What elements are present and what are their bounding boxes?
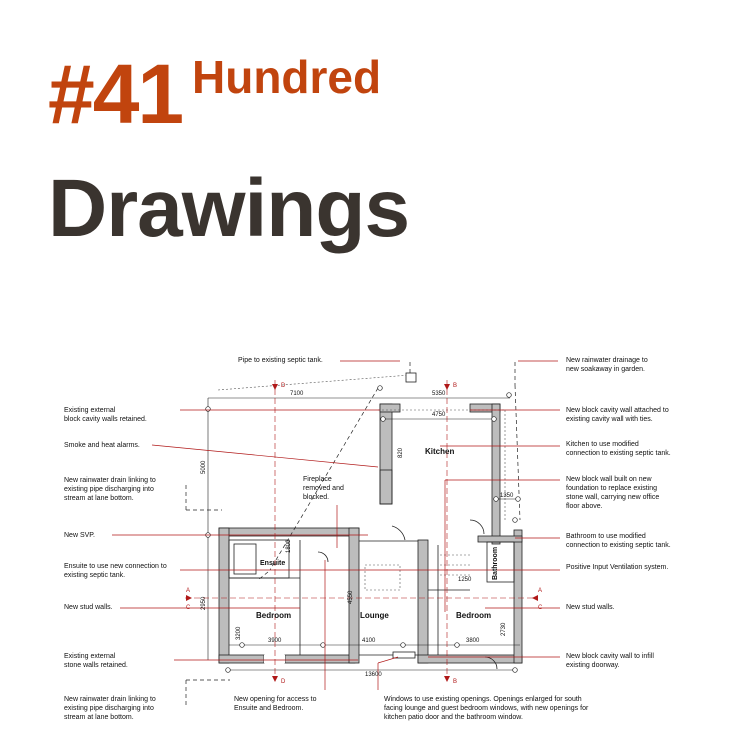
note-bottom-right: Windows to use existing openings. Openings enlarged for south facing lounge and guest bedroom windows, with new openings for kitchen patio door and the bathroom window. [384,696,589,721]
wall-bottom-2 [285,655,355,663]
section-letter-a-left: A [186,588,191,594]
room-label-lounge: Lounge [360,611,389,620]
note-right-8: New block cavity wall to infill existing doorway. [566,653,654,669]
note-right-5: Bathroom to use modified connection to existing septic tank. [566,533,671,549]
room-label-bedroom-right: Bedroom [456,611,492,620]
dim-bed-right-width: 3800 [466,638,480,644]
dim-lounge-width: 4100 [362,638,376,644]
room-label-ensuite: Ensuite [260,560,286,567]
header-superscript: Hundred [192,51,382,103]
dim-bed-right-depth: 2730 [501,622,507,636]
note-right-6: Positive Input Ventilation system. [566,564,669,571]
note-left-5: Ensuite to use new connection to existing septic tank. [64,563,167,579]
note-right-1: New rainwater drainage to new soakaway in garden. [566,357,648,373]
wall-right-side [514,530,522,663]
wall-right-wing-left [418,540,428,663]
header-number: #41 [48,47,183,141]
dim-top-right: 5350 [432,391,446,397]
dim-overall: 13600 [365,672,382,678]
note-right-4: New block wall built on new foundation to replace existing stone wall, carrying new office floor above. [566,476,660,510]
room-label-bathroom: Bathroom [492,546,499,580]
section-letter-c-left: C [186,605,191,611]
room-label-bedroom-left: Bedroom [256,611,292,620]
septic-tank-marker [406,373,416,382]
note-left-2: Smoke and heat alarms. [64,442,140,449]
section-letter-d-top: D [281,383,286,389]
dim-left-depth: 2950 [201,596,207,610]
dim-ensuite-depth: 1800 [286,539,292,553]
dim-bath-width: 1350 [500,493,514,499]
dim-kitchen-width: 4750 [432,412,446,418]
wall-left-side [219,528,229,663]
note-right-7: New stud walls. [566,604,615,611]
wall-bath-top [478,536,522,542]
note-left-8: New rainwater drain linking to existing pipe discharging into stream at lane bottom. [64,696,156,721]
wall-kitchen-right [492,404,500,544]
note-bottom-left: New opening for access to Ensuite and Bedroom. [234,696,317,712]
note-left-6: New stud walls. [64,604,113,611]
section-letter-d-bottom: D [281,679,286,685]
room-label-kitchen: Kitchen [425,447,455,456]
section-letter-a-right: A [538,588,543,594]
wall-bottom-1 [219,655,264,663]
note-left-7: Existing external stone walls retained. [64,653,128,669]
dim-side-height: 5000 [201,460,207,474]
note-fireplace: Fireplace removed and blocked. [303,476,344,501]
note-right-3: Kitchen to use modified connection to existing septic tank. [566,441,671,457]
section-letter-b-top: B [453,383,458,389]
dim-small: 1250 [458,577,472,583]
dim-top-left: 7100 [290,391,304,397]
wall-kitchen-top-l [380,404,400,412]
dashed-elements [218,375,505,590]
note-right-2: New block cavity wall attached to existing cavity wall with ties. [566,407,669,423]
note-top-center: Pipe to existing septic tank. [238,357,323,364]
dim-kitchen-depth: 820 [398,447,404,458]
wall-bottom-right [418,655,522,663]
header-title: Drawings [48,163,410,254]
note-left-3: New rainwater drain linking to existing pipe discharging into stream at lane bottom. [64,477,156,502]
section-letter-c-right: C [538,605,543,611]
note-left-4: New SVP. [64,532,95,539]
note-left-1: Existing external block cavity walls retained. [64,407,147,423]
dim-bed-left-depth: 3200 [236,626,242,640]
dim-lounge-depth: 4550 [348,590,354,604]
walls [219,404,522,663]
dim-bed-left-width: 3900 [268,638,282,644]
section-letter-b-bottom: B [453,679,458,685]
